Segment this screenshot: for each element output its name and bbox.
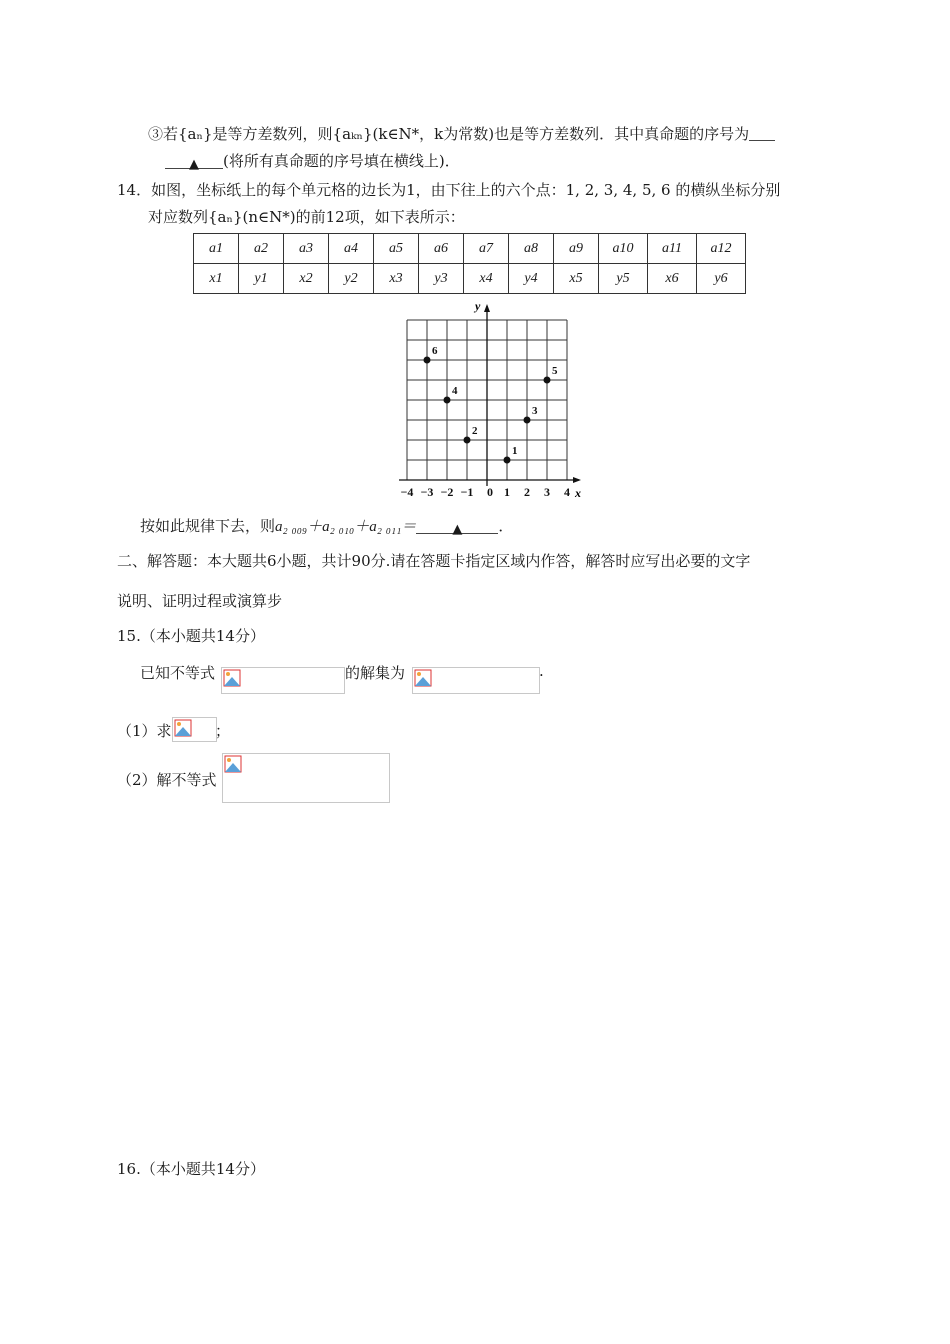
data-point-label: 2 [472, 425, 478, 437]
table-cell: a3 [284, 234, 329, 264]
table-row [194, 234, 746, 264]
data-point-label: 3 [532, 405, 538, 417]
coordinate-grid-figure [385, 299, 585, 500]
q14-line1: 14．如图，坐标纸上的每个单元格的边长为1，由下往上的六个点：1, 2, 3, 4, 5, 6 的横纵坐标分别 [117, 181, 781, 199]
table-row [194, 264, 746, 294]
table-cell: y5 [599, 264, 648, 294]
table-cell: y1 [239, 264, 284, 294]
answer-blank [165, 154, 223, 172]
table-cell: x3 [374, 264, 419, 294]
table-cell: a12 [697, 234, 746, 264]
x-tick-label: −2 [440, 485, 454, 499]
x-tick-label: −3 [420, 485, 434, 499]
broken-image-icon [414, 669, 432, 687]
data-point [524, 417, 531, 424]
formula-image-placeholder [412, 667, 540, 694]
table-cell: a11 [648, 234, 697, 264]
table-cell: a6 [419, 234, 464, 264]
formula-image-placeholder [222, 753, 390, 803]
q15-stem-c: . [539, 662, 544, 680]
table-cell: x1 [194, 264, 239, 294]
data-point [444, 397, 451, 404]
broken-image-icon [174, 719, 192, 737]
table-cell: x2 [284, 264, 329, 294]
table-cell: x5 [554, 264, 599, 294]
table-cell: a7 [464, 234, 509, 264]
data-point-label: 4 [452, 385, 458, 397]
x-tick-labels [401, 485, 570, 499]
q14-question: 按如此规律下去，则a₂ ₀₀₉＋a₂ ₀₁₀＋a₂ ₀₁₁＝ ▲ ． [140, 517, 514, 537]
table-cell: x6 [648, 264, 697, 294]
q15-stem-a: 已知不等式 [140, 664, 216, 682]
answer-blank [416, 519, 498, 537]
x-axis-arrow-icon [573, 477, 581, 483]
formula-image-placeholder [172, 717, 217, 742]
x-tick-label: 3 [544, 485, 550, 499]
table-cell: a4 [329, 234, 374, 264]
table-cell: y2 [329, 264, 374, 294]
data-point [544, 377, 551, 384]
table-cell: a2 [239, 234, 284, 264]
table-cell: y6 [697, 264, 746, 294]
data-point-label: 5 [552, 365, 558, 377]
q15-stem-b: 的解集为 [345, 664, 406, 682]
q16-header: 16.（本小题共14分） [117, 1160, 265, 1178]
x-tick-label: 2 [524, 485, 530, 499]
data-point-label: 1 [512, 445, 518, 457]
table-cell: y3 [419, 264, 464, 294]
table-cell: a1 [194, 234, 239, 264]
sequence-table [193, 233, 746, 294]
broken-image-icon [223, 669, 241, 687]
axes [399, 304, 581, 486]
q14-number: 14． [117, 181, 152, 199]
formula-image-placeholder [221, 667, 345, 694]
triangle-icon: ▲ [189, 157, 199, 172]
broken-image-icon [224, 755, 242, 773]
data-point [424, 357, 431, 364]
item3-line1: ③若{aₙ}是等方差数列，则{aₖₙ}(k∈N*，k为常数)也是等方差数列．其中真命题的序号为 [148, 123, 775, 144]
x-tick-label: −1 [460, 485, 474, 499]
table-cell: a5 [374, 234, 419, 264]
data-point-label: 6 [432, 345, 438, 357]
section2-heading-line1: 二、解答题：本大题共6小题，共计90分.请在答题卡指定区域内作答，解答时应写出必要的文字 [117, 552, 751, 570]
table-cell: a9 [554, 234, 599, 264]
x-tick-label: 0 [487, 485, 493, 499]
data-point [504, 457, 511, 464]
x-tick-label: 4 [564, 485, 570, 499]
q15-part1-label: （1）求 [117, 722, 172, 740]
q15-part1-end: ； [215, 722, 231, 740]
table-cell: y4 [509, 264, 554, 294]
table-cell: a10 [599, 234, 648, 264]
table-cell: a8 [509, 234, 554, 264]
q14-line2: 对应数列{aₙ}(n∈N*)的前12项，如下表所示： [148, 208, 465, 226]
q15-header: 15.（本小题共14分） [117, 627, 265, 645]
x-axis-label: x [575, 486, 581, 500]
y-axis-label: y [475, 299, 481, 313]
q15-part2-label: （2）解不等式 [117, 771, 217, 789]
section2-heading-line2: 说明、证明过程或演算步 [117, 592, 283, 610]
item3-line2: ▲ (将所有真命题的序号填在横线上)． [165, 150, 460, 171]
table-cell: x4 [464, 264, 509, 294]
x-tick-label: −4 [400, 485, 414, 499]
data-point [464, 437, 471, 444]
x-tick-label: 1 [504, 485, 510, 499]
data-points [424, 345, 559, 464]
answer-blank [749, 126, 775, 141]
triangle-icon: ▲ [452, 522, 463, 537]
y-axis-arrow-icon [484, 304, 490, 312]
